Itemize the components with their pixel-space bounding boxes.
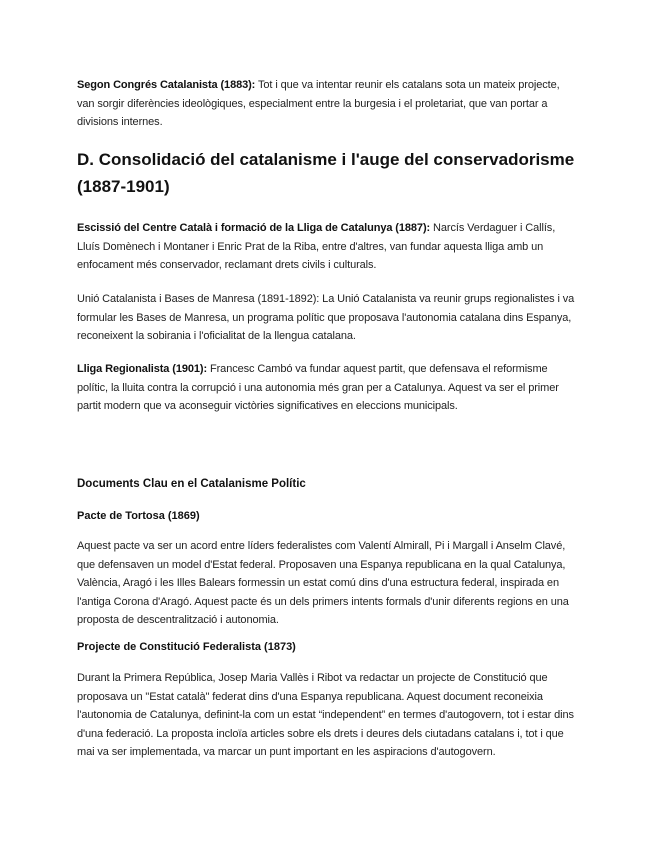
paragraph-text: Tot i que va intentar reunir els catalans sota un mateix projecte, van sorgir diferències ideològiques, especialment entre la burgesia i el proletariat, que van portar a divisions internes. xyxy=(77,79,560,128)
paragraph-text: Francesc Cambó va fundar aquest partit, que defensava el reformisme polític, la lluita contra la corrupció i una autonomia més gran per a Catalunya. Aquest va ser el primer partit modern que va aconseguir victòries significatives en eleccions municipals. xyxy=(77,363,559,412)
paragraph-text: Narcís Verdaguer i Callís, Lluís Domènech i Montaner i Enric Prat de la Riba, entre d'altres, van fundar aquesta lliga amb un enfocament més conservador, reclamant drets civils i culturals. xyxy=(77,222,556,271)
documents-heading: Documents Clau en el Catalanisme Polític xyxy=(77,478,306,490)
paragraph-title: Lliga Regionalista (1901): xyxy=(77,363,208,375)
pacte-tortosa-heading: Pacte de Tortosa (1869) xyxy=(77,510,200,522)
paragraph-title: Segon Congrés Catalanista (1883): xyxy=(77,79,256,91)
paragraph-text: Unió Catalanista i Bases de Manresa (1891-1892): La Unió Catalanista va reunir grups regionalistes i va formular les Bases de Manresa, un programa polític que proposava l'autonomia catalana dins Espanya, reconeixent la sobirania i l'oficialitat de la llengua catalana. xyxy=(77,293,575,342)
paragraph-lliga-regionalista xyxy=(77,360,577,416)
paragraph-pacte-tortosa xyxy=(77,537,577,630)
projecte-constitucio-heading: Projecte de Constitució Federalista (1873) xyxy=(77,641,296,653)
paragraph-lliga-catalunya xyxy=(77,219,577,275)
paragraph-segon-congres xyxy=(77,76,577,132)
paragraph-unio-catalanista xyxy=(77,290,577,346)
paragraph-projecte-constitucio xyxy=(77,669,577,762)
paragraph-text: Durant la Primera República, Josep Maria Vallès i Ribot va redactar un projecte de Constitució que proposava un "Estat català" federat dins d'una Espanya republicana. Aquest document reconeixia l'autonomia de Catalunya, definint-la com un estat “independent” en termes d'autogovern, tot i estar dins d'una federació. La proposta incloïa articles sobre els drets i deures dels ciutadans catalans i, tot i que mai va ser implementada, va marcar un punt important en les aspiracions d'autogovern. xyxy=(77,672,574,758)
paragraph-text: Aquest pacte va ser un acord entre líders federalistes com Valentí Almirall, Pi i Margall i Anselm Clavé, que defensaven un model d'Estat federal. Proposaven una Espanya republicana en la qual Catalunya, València, Aragó i les Illes Balears formessin un estat comú dins d'una estructura federal, inspirada en l'antiga Corona d'Aragó. Aquest pacte és un dels primers intents formals d'unir diferents regions en una proposta de descentralització i autonomia. xyxy=(77,540,569,626)
paragraph-title: Escissió del Centre Català i formació de la Lliga de Catalunya (1887): xyxy=(77,222,431,234)
section-d-heading: D. Consolidació del catalanisme i l'auge del conservadorisme (1887-1901) xyxy=(77,150,575,196)
